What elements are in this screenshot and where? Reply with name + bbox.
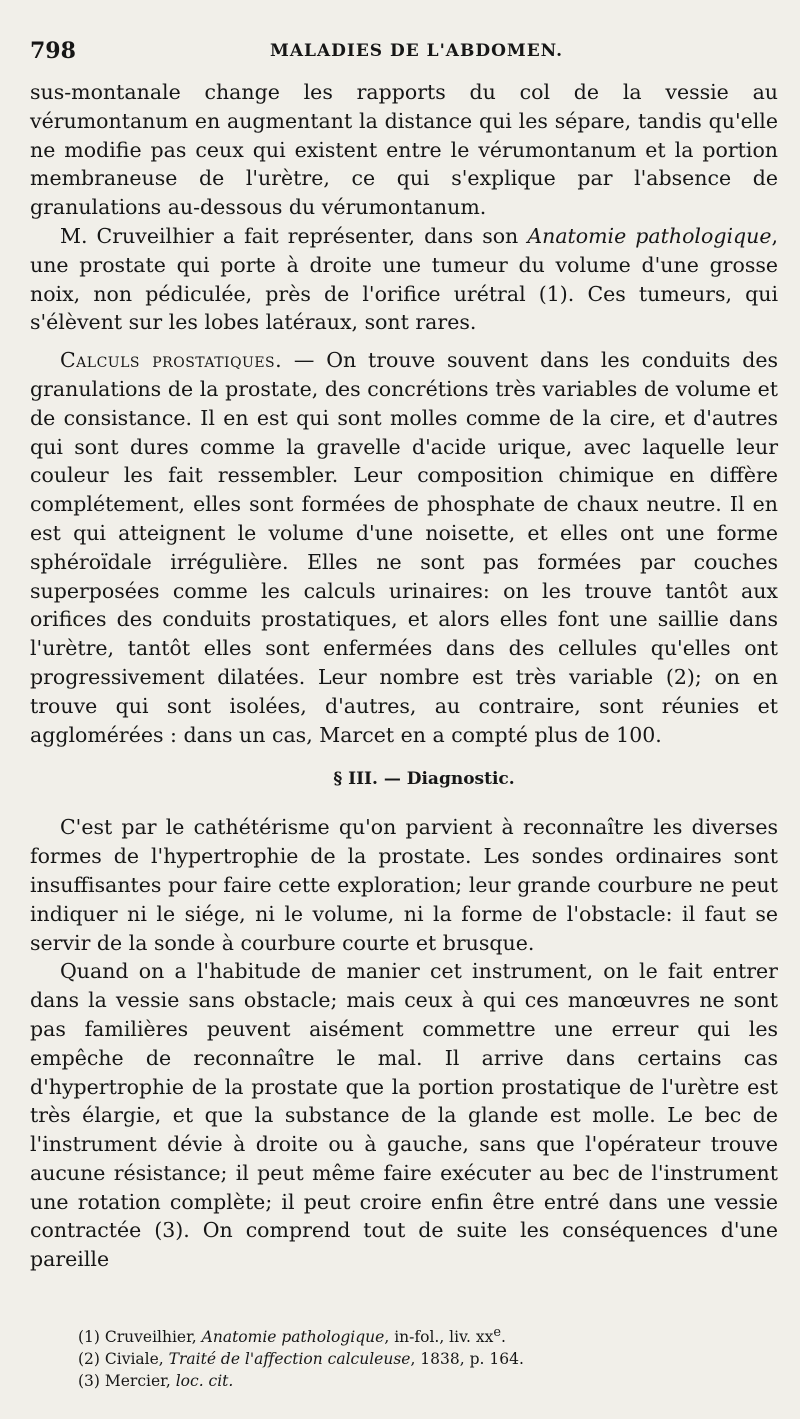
paragraph-3: Calculs prostatiques. — On trouve souvent dans les conduits des granulations de la prostate, des concrétions très variables de volume et de consistance. Il en est qui sont molles comme de la cire, et d'autres qui sont dures comme la gravelle d'acide urique, avec laquelle leur couleur les fait ressembler. Leur composition chimique en diffère complétement, elles sont formées de phosphate de chaux neutre. Il en est qui atteignent le volume d'une noisette, et elles ont une forme sphéroïdale irrégulière. Elles ne sont pas formées par couches superposées comme les calculs urinaires: on les trouve tantôt aux orifices des conduits prostatiques, et alors elles font une saillie dans l'urètre, tantôt elles sont enfermées dans des cellules qu'elles ont progressivement dilatées. Leur nombre est très variable (2); on en trouve qui sont isolées, d'autres, au contraire, sont réunies et agglomérées : dans un cas, Marcet en a compté plus de 100. bbox=[30, 348, 778, 747]
paragraph-heading: Calculs prostatiques. bbox=[60, 348, 283, 373]
footnote-2: (2) Civiale, Traité de l'affection calculeuse, 1838, p. 164. bbox=[78, 1350, 524, 1369]
paragraph-1: sus-montanale change les rapports du col de la vessie au vérumontanum en augmentant la distance qui les sépare, tandis qu'elle ne modifie pas ceux qui existent entre le vérumontanum et la portion membraneuse de l'urètre, ce qui s'explique par l'absence de granulations au-dessous du vérumontanum. bbox=[30, 80, 778, 220]
page-number: 798 bbox=[30, 38, 76, 64]
paragraph-4: C'est par le cathétérisme qu'on parvient à reconnaître les diverses formes de l'hypertrophie de la prostate. Les sondes ordinaires sont insuffisantes pour faire cette exploration; leur grande courbure ne peut indiquer ni le siége, ni le volume, ni la forme de l'obstacle: il faut se servir de la sonde à courbure courte et brusque. bbox=[30, 815, 778, 955]
body-text bbox=[30, 78, 778, 1274]
section-heading: § III. — Diagnostic. bbox=[333, 769, 515, 790]
page-header bbox=[30, 38, 790, 68]
footnote-1: (1) Cruveilhier, Anatomie pathologique, in-fol., liv. $xx^e$. bbox=[78, 1325, 506, 1347]
italic-title: Anatomie pathologique bbox=[527, 223, 772, 248]
paragraph-5: Quand on a l'habitude de manier cet instrument, on le fait entrer dans la vessie sans obstacle; mais ceux à qui ces manœuvres ne sont pas familières peuvent aisément commettre une erreur qui les empêche de reconnaître le mal. Il arrive dans certains cas d'hypertrophie de la prostate que la portion prostatique de l'urètre est très élargie, et que la substance de la glande est molle. Le bec de l'instrument dévie à droite ou à gauche, sans que l'opérateur trouve aucune résistance; il peut même faire exécuter au bec de l'instrument une rotation complète; il peut croire enfin être entré dans une vessie contractée (3). On comprend tout de suite les conséquences d'une pareille bbox=[30, 959, 778, 1272]
paragraph-2: M. Cruveilhier a fait représenter, dans son Anatomie pathologique, une prostate qui porte à droite une tumeur du volume d'une grosse noix, non pédiculée, près de l'orifice urétral (1). Ces tumeurs, qui s'élèvent sur les lobes latéraux, sont rares. bbox=[30, 223, 778, 335]
footnotes bbox=[78, 1322, 778, 1392]
running-title: MALADIES DE L'ABDOMEN. bbox=[270, 41, 564, 61]
footnote-3: (3) Mercier, loc. cit. bbox=[78, 1372, 234, 1391]
